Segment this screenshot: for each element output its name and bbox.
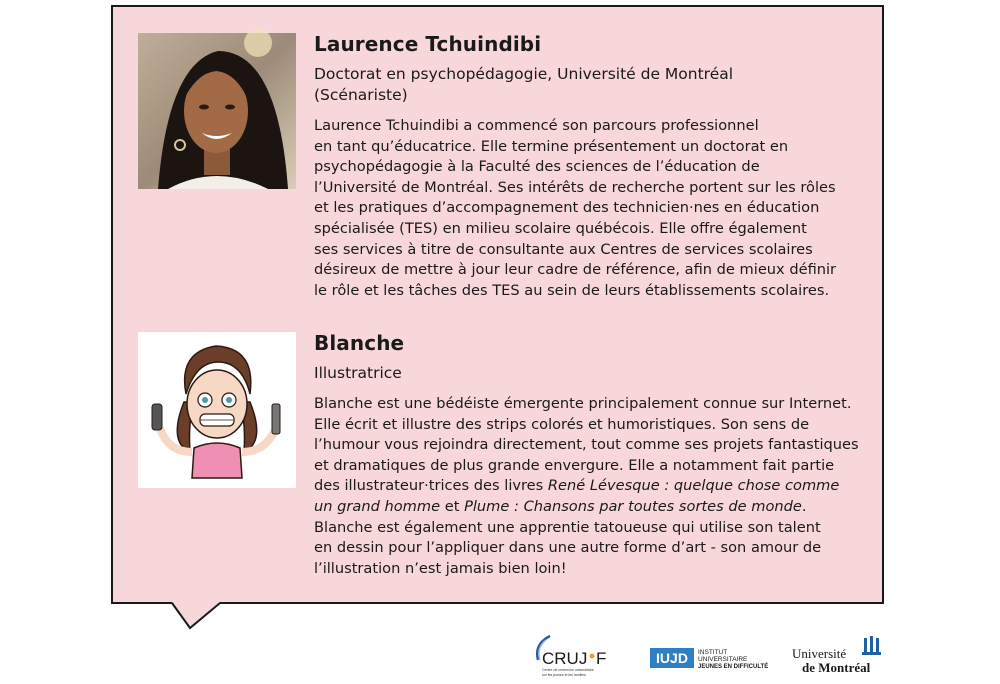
cruj-subtitle: Centre de recherche universitaire <box>542 668 594 672</box>
iujd-line: UNIVERSITAIRE <box>698 656 748 663</box>
cruj-subtitle: sur les jeunes et les familles <box>542 673 586 677</box>
bio-text: et <box>440 497 465 515</box>
profile-degree: Doctorat en psychopédagogie, Université de Montréal <box>314 65 734 83</box>
iujd-line: INSTITUT <box>698 649 728 656</box>
profile-subtitle: Illustratrice <box>314 364 402 382</box>
profile-name: Laurence Tchuindibi <box>314 32 542 56</box>
iujd-line: JEUNES EN DIFFICULTÉ <box>698 664 769 670</box>
profile-laurence <box>314 32 874 301</box>
bio-text: . Blanche est également une apprentie tatoueuse qui utilise son talent en dessin pour l’appliquer dans une autre forme d’art - son amour de l’illustration n’est jamais bien loin! <box>314 497 822 577</box>
udem-logo <box>788 630 888 680</box>
bio-text: Blanche est une bédéiste émergente principalement connue sur Internet. Elle écrit et illustre des strips colorés et humoristiques. Son sens de l’humour vous rejoindra directement, tout comme ses projets fantastiques et dramatiques de plus grande envergure. Elle a notamment fait partie des illustrateur·trices des livres <box>314 395 859 495</box>
book-title: René Lévesque : quelque chose comme un grand homme <box>314 477 840 515</box>
profile-bio: Laurence Tchuindibi a commencé son parcours professionnel en tant qu’éducatrice. Elle termine présentement un doctorat en psychopédagogie à la Faculté des sciences de l’éducation de l’Université de Montréal. Ses intérêts de recherche portent sur les rôles et les pratiques d’accompagnement des technicien·nes en éducation spécialisée (TES) en milieu scolaire québécois. Elle offre également ses services à titre de consultante aux Centres de services scolaires désireux de mettre à jour leur cadre de référence, afin de mieux définir le rôle et les tâches des TES au sein de leurs établissements scolaires. <box>314 117 837 299</box>
cruj-suffix: F <box>596 649 607 668</box>
udem-shield-icon <box>862 636 881 655</box>
speech-bubble-tail <box>172 602 222 630</box>
iujd-logo <box>648 630 769 680</box>
laurence-portrait-photo <box>138 33 296 189</box>
iujd-abbr: IUJD <box>656 650 688 666</box>
profile-role: (Scénariste) <box>314 86 408 104</box>
udem-line: Université <box>792 646 847 661</box>
profile-subtitle <box>314 64 874 106</box>
udem-line: de Montréal <box>802 660 871 675</box>
book-title: Plume : Chansons par toutes sortes de monde <box>464 497 802 515</box>
blanche-cartoon-illustration <box>138 332 296 488</box>
profile-name: Blanche <box>314 331 405 355</box>
profile-bio <box>314 394 874 579</box>
cruj-name: CRUJ <box>542 649 588 668</box>
profile-blanche <box>314 331 874 579</box>
cruj-logo <box>530 630 618 680</box>
